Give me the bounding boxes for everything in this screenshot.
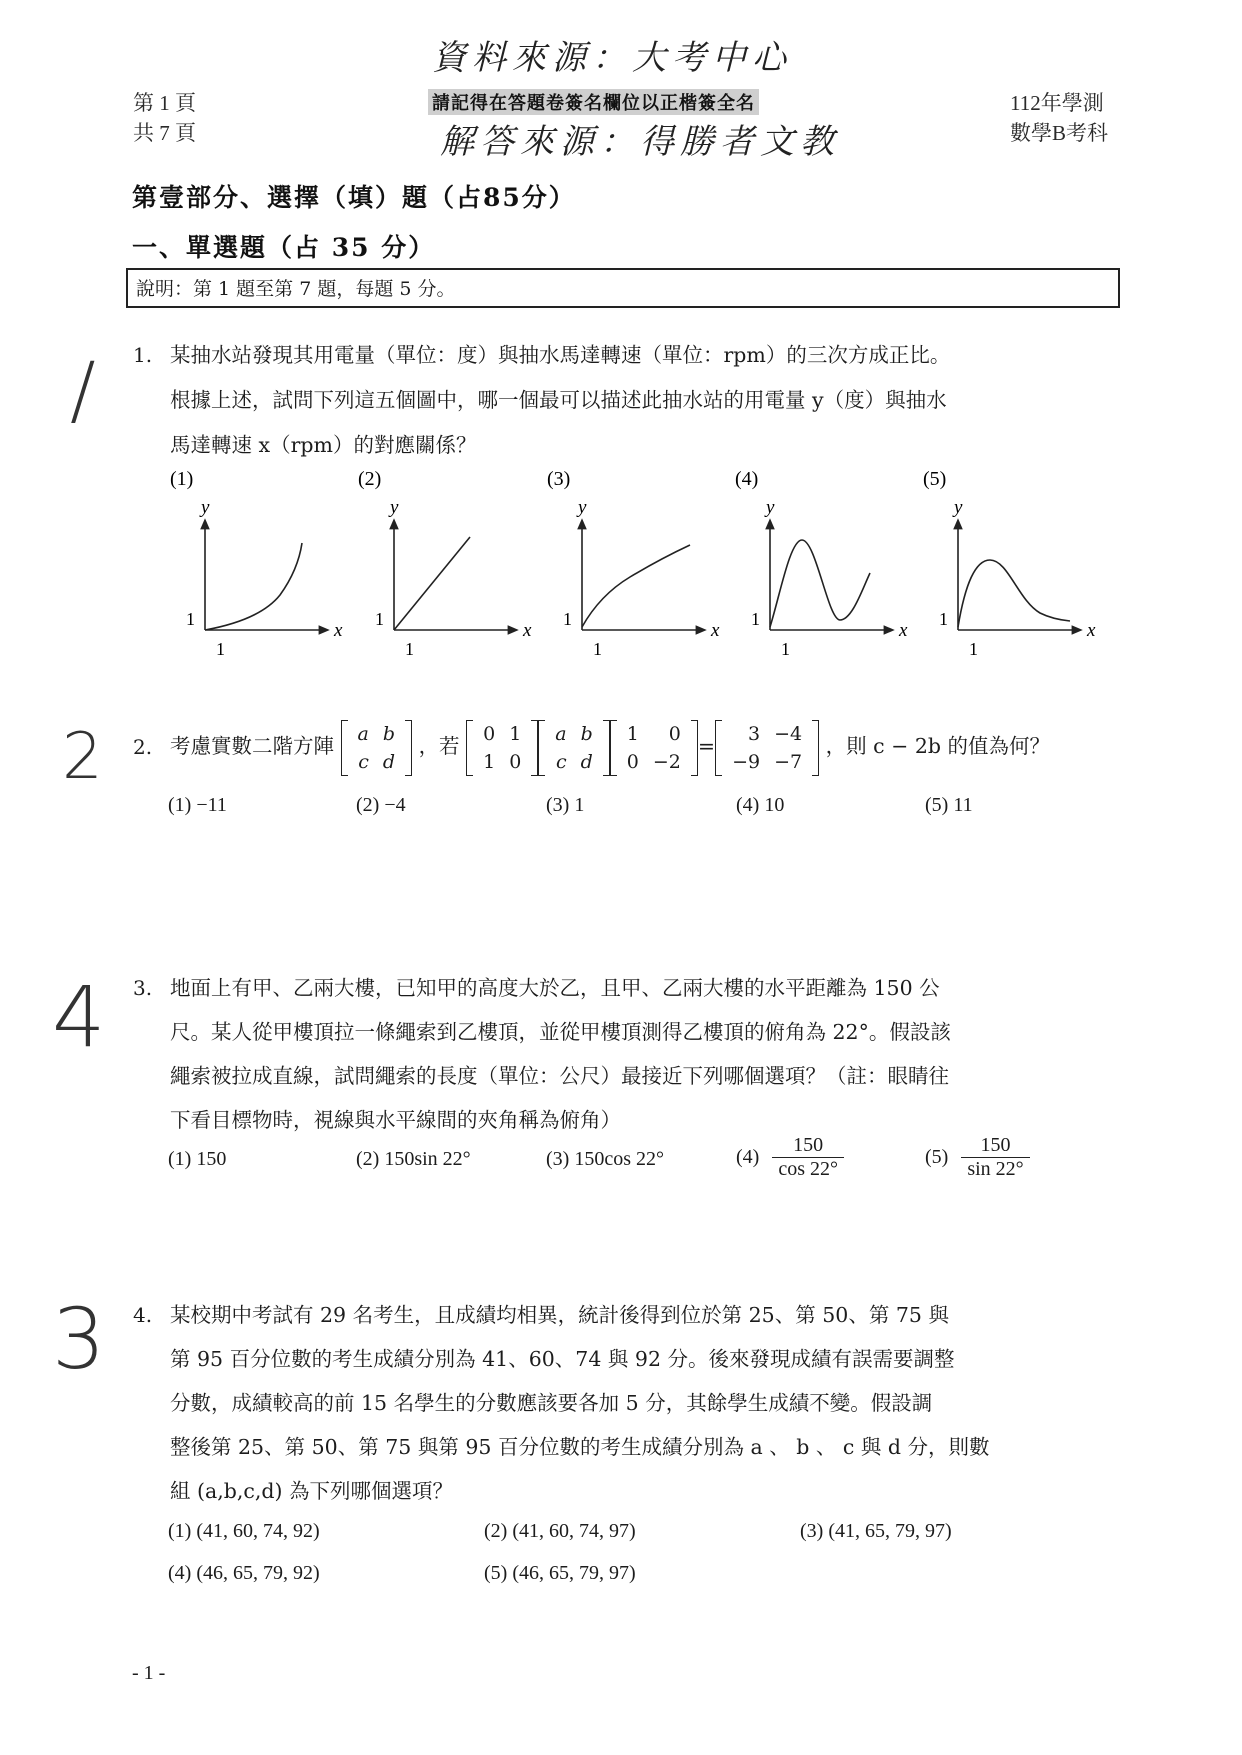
plot-5-one-y: 1 (939, 609, 948, 629)
plot-2-x: x (523, 620, 532, 641)
q2-statement (170, 714, 1050, 778)
plot-3-curve (582, 545, 690, 627)
q3-option-5-fraction: $\frac{150}{\sin 22^\circ}$ (961, 1134, 1029, 1181)
q4-line4: 整後第 25、第 50、第 75 與第 95 百分位數的考生成績分別為 a 、 b 、 c 與 d 分，則數 (170, 1435, 990, 1459)
plot-option-1 (170, 468, 343, 659)
instruction-text: 說明：第 1 題至第 7 題，每題 5 分。 (136, 278, 456, 300)
q2-option-4[interactable]: (4) 10 (736, 794, 785, 816)
plot-5-label: (5) (923, 468, 947, 490)
answer-mark-q2: 2 (62, 720, 103, 794)
matrix-swap: 0 1 1 0 (466, 720, 538, 776)
plot-4-one-x: 1 (781, 639, 790, 659)
q3-line2: 尺。某人從甲樓頂拉一條繩索到乙樓頂，並從甲樓頂測得乙樓頂的俯角為 22°。假設該 (170, 1020, 951, 1044)
q4-option-5[interactable]: (5) (46, 65, 79, 97) (484, 1562, 636, 1584)
q2-text-b: ，若 (418, 734, 460, 758)
plot-option-5 (923, 468, 1096, 659)
q1-line2: 根據上述，試問下列這五個圖中，哪一個最可以描述此抽水站的用電量 y（度）與抽水 (170, 388, 947, 412)
section-title: 一、單選題（占 35 分） (132, 233, 436, 262)
q2-option-3[interactable]: (3) 1 (546, 794, 585, 816)
q3-option-4-fraction: $\frac{150}{\cos 22^\circ}$ (772, 1134, 844, 1181)
matrix-diagonal: 1 0 0 −2 (610, 720, 698, 776)
plot-3-x: x (711, 620, 720, 641)
plot-4-label: (4) (735, 468, 759, 490)
exam-year: 112年學測 (1010, 91, 1104, 115)
plot-option-2 (358, 468, 532, 659)
q3-option-5[interactable] (925, 1134, 1030, 1181)
q4-number: 4. (133, 1303, 153, 1327)
q2-option-2[interactable]: (2) −4 (356, 794, 406, 816)
q3-option-2[interactable]: (2) 150sin 22° (356, 1148, 471, 1170)
q4-line2: 第 95 百分位數的考生成績分別為 41、60、74 與 92 分。後來發現成績有誤需要調整 (170, 1347, 955, 1371)
exam-subject: 數學B考科 (1010, 121, 1109, 145)
q2-option-1[interactable]: (1) −11 (168, 794, 227, 816)
plot-1-one-x: 1 (216, 639, 225, 659)
q4-option-4[interactable]: (4) (46, 65, 79, 92) (168, 1562, 320, 1584)
q2-equals: = (697, 734, 716, 758)
q3-number: 3. (133, 976, 153, 1000)
q3-option-4[interactable] (736, 1134, 844, 1181)
q1-line3: 馬達轉速 x（rpm）的對應關係？ (170, 433, 477, 457)
plot-1-label: (1) (170, 468, 194, 490)
q4-line3: 分數，成績較高的前 15 名學生的分數應該要各加 5 分，其餘學生成績不變。假設調 (170, 1391, 933, 1415)
q3-line4: 下看目標物時，視線與水平線間的夾角稱為俯角） (170, 1108, 621, 1132)
plot-5-curve (958, 560, 1070, 627)
plot-2-label: (2) (358, 468, 382, 490)
plot-2-curve (394, 537, 470, 630)
q3-option-3[interactable]: (3) 150cos 22° (546, 1148, 664, 1170)
q3-line1: 地面上有甲、乙兩大樓，已知甲的高度大於乙，且甲、乙兩大樓的水平距離為 150 公 (170, 976, 940, 1000)
page-number: 第 1 頁 (133, 91, 196, 115)
plot-2-y: y (390, 497, 399, 518)
plot-5-x: x (1087, 620, 1096, 641)
plot-5-y: y (954, 497, 963, 518)
answer-mark-q1: / (70, 345, 96, 434)
plot-3-one-y: 1 (563, 609, 572, 629)
q4-option-1[interactable]: (1) (41, 60, 74, 92) (168, 1520, 320, 1542)
plot-option-4 (735, 468, 908, 659)
q1-line1: 某抽水站發現其用電量（單位：度）與抽水馬達轉速（單位：rpm）的三次方成正比。 (170, 343, 951, 367)
plot-4-y: y (766, 497, 775, 518)
q4-line1: 某校期中考試有 29 名考生，且成績均相異，統計後得到位於第 25、第 50、第 75 與 (170, 1303, 949, 1327)
q4-option-2[interactable]: (2) (41, 60, 74, 97) (484, 1520, 636, 1542)
q2-text-c: ，則 c − 2b 的值為何？ (825, 734, 1051, 758)
matrix-abcd: a b c d (341, 720, 413, 776)
part-title: 第壹部分、選擇（填）題（占85分） (132, 183, 576, 212)
handwritten-source: 資料來源：大考中心 (432, 38, 792, 78)
q3-line3: 繩索被拉成直線，試問繩索的長度（單位：公尺）最接近下列哪個選項？（註：眼睛往 (170, 1064, 949, 1088)
plot-option-3 (547, 468, 720, 659)
handwritten-answer-source: 解答來源：得勝者文教 (440, 122, 840, 162)
q3-option-5-label: (5) (925, 1146, 949, 1168)
q4-line5: 組 (a,b,c,d) 為下列哪個選項？ (170, 1479, 454, 1503)
footer-page-number: - 1 - (132, 1662, 166, 1684)
q3-option-4-label: (4) (736, 1146, 760, 1168)
matrix-abcd-2: a b c d (538, 720, 610, 776)
plot-5-one-x: 1 (969, 639, 978, 659)
plot-3-y: y (578, 497, 587, 518)
q2-number: 2. (133, 735, 153, 759)
matrix-result: 3 −4 −9 −7 (715, 720, 819, 776)
q3-option-1[interactable]: (1) 150 (168, 1148, 227, 1170)
plot-2-one-x: 1 (405, 639, 414, 659)
plot-4-x: x (899, 620, 908, 641)
answer-mark-q3: 4 (52, 968, 106, 1066)
plot-4-curve (770, 540, 870, 627)
answer-mark-q4: 3 (52, 1290, 106, 1388)
plot-1-one-y: 1 (186, 609, 195, 629)
page-total: 共 7 頁 (133, 121, 196, 145)
plot-1-x: x (334, 620, 343, 641)
q1-number: 1. (133, 343, 153, 367)
plot-1-curve (205, 543, 302, 630)
signature-notice: 請記得在答題卷簽名欄位以正楷簽全名 (428, 89, 759, 115)
plot-4-one-y: 1 (751, 609, 760, 629)
plot-3-one-x: 1 (593, 639, 602, 659)
q1-graphs (150, 455, 1130, 670)
plot-1-y: y (201, 497, 210, 518)
plot-3-label: (3) (547, 468, 571, 490)
plot-2-one-y: 1 (375, 609, 384, 629)
instruction-box (126, 268, 1120, 308)
q4-option-3[interactable]: (3) (41, 65, 79, 97) (800, 1520, 952, 1542)
q2-option-5[interactable]: (5) 11 (925, 794, 973, 816)
q2-text-a: 考慮實數二階方陣 (170, 734, 334, 758)
